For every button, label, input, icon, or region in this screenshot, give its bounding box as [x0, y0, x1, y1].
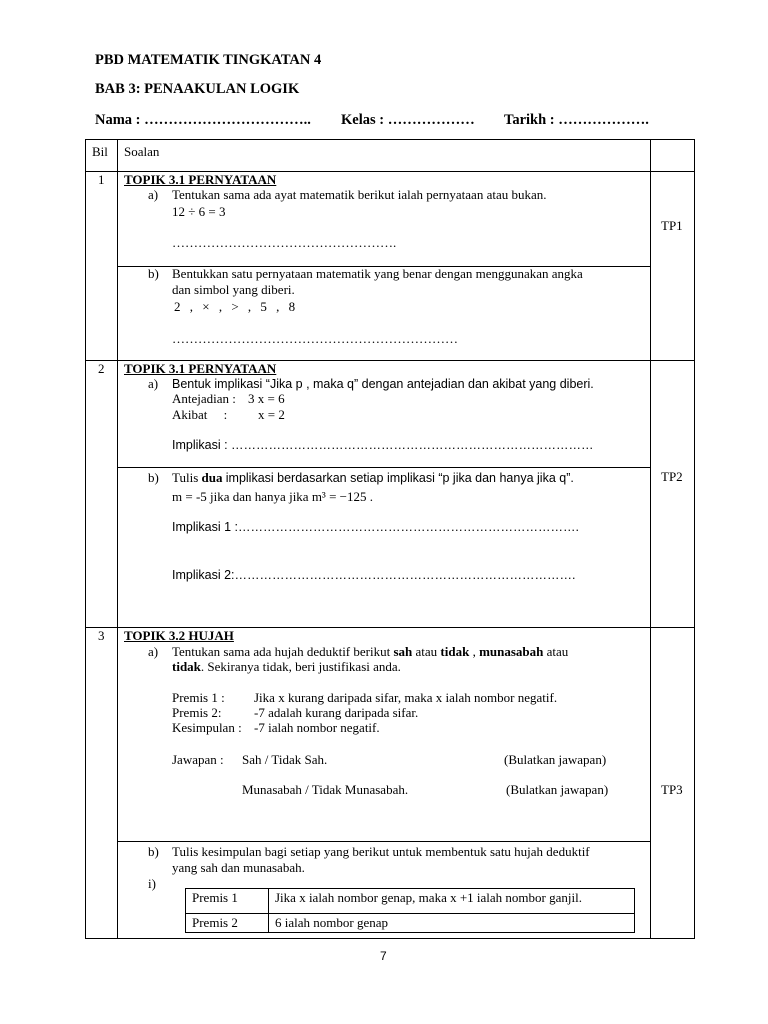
q2b-implikasi-2[interactable]: Implikasi 2:……………………………………………………………………….: [172, 568, 576, 582]
q3a-sah: sah: [393, 644, 413, 659]
premis1-label-cell: Premis 1: [186, 889, 269, 914]
q3b-sub-i: i): [148, 876, 156, 891]
q3-premis2-label: Premis 2:: [172, 705, 222, 720]
q2-topic: TOPIK 3.1 PERNYATAAN: [124, 361, 277, 376]
q2a-akibat-label: Akibat :: [172, 407, 228, 422]
q3-bulatkan-note-2: (Bulatkan jawapan): [506, 782, 609, 797]
q3a-munasabah: munasabah: [479, 644, 544, 659]
q3b-text-line1: Tulis kesimpulan bagi setiap yang berikut untuk membentuk satu hujah deduktif: [172, 844, 590, 859]
q1-tp-label: TP1: [661, 218, 683, 233]
q1a-text: Tentukan sama ada ayat matematik berikut ialah pernyataan atau bukan.: [172, 187, 547, 202]
table-row: [186, 889, 635, 914]
q3-bulatkan-note-1: (Bulatkan jawapan): [504, 752, 607, 767]
q2a-implikasi-answer[interactable]: Implikasi : ……………………………………………………………………………: [172, 438, 594, 452]
q3-jawapan-munasabah-option[interactable]: Munasabah / Tidak Munasabah.: [242, 782, 409, 797]
col-divider-tp: [650, 139, 651, 939]
q1a-expression: 12 ÷ 6 = 3: [172, 204, 226, 219]
header-soalan: Soalan: [124, 144, 160, 159]
q2-tp-label: TP2: [661, 469, 683, 484]
q2a-text: Bentuk implikasi “Jika p , maka q” dengan antejadian dan akibat yang diberi.: [172, 377, 594, 391]
tarikh-field[interactable]: Tarikh : ……………….: [504, 112, 649, 128]
q3a-tidak2: tidak: [172, 659, 201, 674]
q3-premis1-label: Premis 1 :: [172, 690, 225, 705]
q1a-label: a): [148, 187, 159, 202]
q1b-symbols: 2 , × , > , 5 , 8: [174, 299, 296, 314]
table-border-bottom: [85, 938, 695, 939]
q1b-label: b): [148, 266, 159, 281]
q3-number: 3: [98, 628, 105, 643]
q2b-label: b): [148, 470, 159, 485]
premis2-value-cell: 6 ialah nombor genap: [269, 914, 635, 933]
q3-kesimpulan-label: Kesimpulan :: [172, 720, 242, 735]
q1b-answer-line[interactable]: …………………………………………………………: [172, 331, 458, 346]
q3a-text-line1: [172, 644, 568, 660]
q2a-antejadian-label: Antejadian :: [172, 391, 236, 406]
q3-premis2-text: -7 adalah kurang daripada sifar.: [254, 705, 419, 720]
q1b-text-line2: dan simbol yang diberi.: [172, 282, 295, 297]
q3a-comma: ,: [472, 644, 476, 659]
q1a-answer-line[interactable]: …………………………………………….: [172, 235, 397, 250]
q3-subrow-divider: [117, 841, 650, 842]
premis1-value-cell: Jika x ialah nombor genap, maka x +1 ialah nombor ganjil.: [269, 889, 635, 914]
q3-tp-label: TP3: [661, 782, 683, 797]
q3b-premis-table: [185, 888, 635, 933]
q2b-text-post: implikasi berdasarkan setiap implikasi “p jika dan hanya jika q”.: [225, 471, 574, 485]
q3a-t1: Tentukan sama ada hujah deduktif berikut: [172, 644, 391, 659]
header-bil: Bil: [92, 144, 108, 159]
q3a-label: a): [148, 644, 159, 659]
col-divider-bil: [117, 139, 118, 939]
q3-premis1-text: Jika x kurang daripada sifar, maka x ialah nombor negatif.: [254, 690, 558, 705]
q3b-label: b): [148, 844, 159, 859]
q2a-akibat-value: x = 2: [258, 407, 285, 422]
q3-jawapan-label: Jawapan :: [172, 752, 224, 767]
q3a-atau1: atau: [415, 644, 438, 659]
q2-subrow-divider: [117, 467, 650, 468]
chapter-title: BAB 3: PENAAKULAN LOGIK: [95, 81, 300, 97]
q1-number: 1: [98, 172, 105, 187]
q2a-label: a): [148, 376, 159, 391]
table-row: [186, 914, 635, 933]
premis2-label-cell: Premis 2: [186, 914, 269, 933]
table-border-left: [85, 139, 86, 939]
q2a-antejadian-value: 3 x = 6: [248, 391, 285, 406]
q3a-tidak: tidak: [440, 644, 470, 659]
q3-jawapan-sah-option[interactable]: Sah / Tidak Sah.: [242, 752, 328, 767]
q3a-atau2: atau: [546, 644, 569, 659]
q1b-text-line1: Bentukkan satu pernyataan matematik yang benar dengan menggunakan angka: [172, 266, 583, 281]
q3b-text-line2: yang sah dan munasabah.: [172, 860, 305, 875]
nama-field[interactable]: Nama : ……………………………..: [95, 112, 311, 128]
table-border-right: [694, 139, 695, 939]
q2b-text-bold: dua: [201, 470, 223, 485]
q2b-statement: m = -5 jika dan hanya jika m³ = −125 .: [172, 489, 373, 504]
q3-topic: TOPIK 3.2 HUJAH: [124, 628, 234, 643]
q1-topic: TOPIK 3.1 PERNYATAAN: [124, 172, 277, 187]
table-border-top: [85, 139, 695, 140]
q2b-text: [172, 470, 574, 486]
kelas-field[interactable]: Kelas : ………………: [341, 112, 475, 128]
q2-number: 2: [98, 361, 105, 376]
page-title: PBD MATEMATIK TINGKATAN 4: [95, 52, 322, 68]
q3a-text-line2: [172, 659, 401, 675]
q2b-implikasi-1[interactable]: Implikasi 1 :……………………………………………………………………….: [172, 520, 579, 534]
page-number: 7: [380, 949, 387, 963]
q2b-text-pre: Tulis: [172, 470, 199, 485]
q3a-rest: . Sekiranya tidak, beri justifikasi anda.: [200, 659, 401, 674]
q3-kesimpulan-text: -7 ialah nombor negatif.: [254, 720, 380, 735]
